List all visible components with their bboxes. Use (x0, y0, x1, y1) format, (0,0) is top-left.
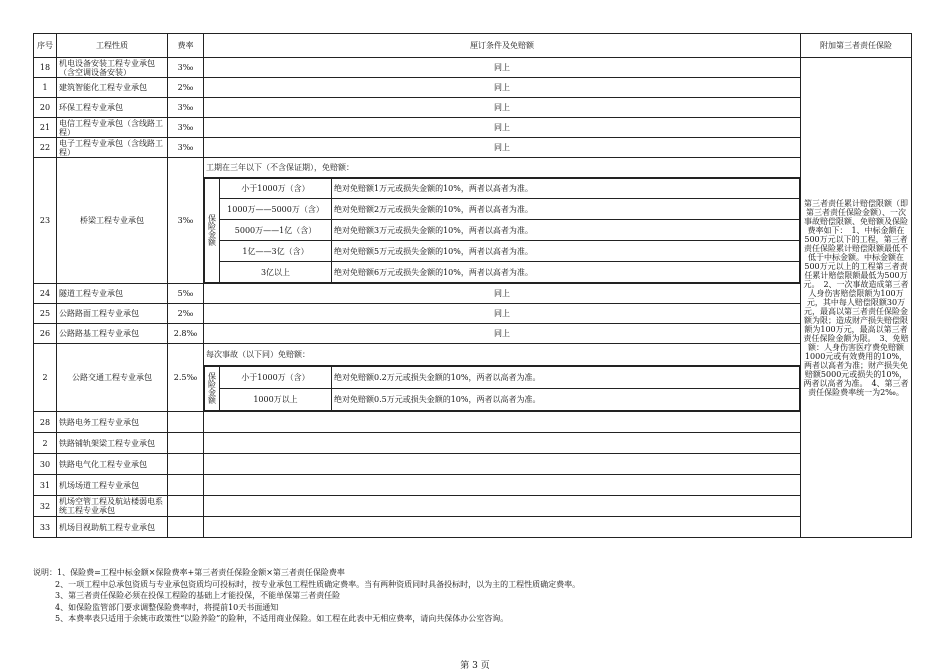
row-conditions (204, 475, 801, 496)
notes-section (33, 567, 913, 625)
row-nature: 铁路电气化工程专业承包 (57, 454, 168, 475)
row-nature: 环保工程专业承包 (57, 98, 168, 118)
row-rate: 5‰ (168, 284, 204, 304)
row-conditions: 同上 (204, 324, 801, 344)
note-line: 5、本费率表只适用于余姚市政策性“以险养险”的险种，不适用商业保险。如工程在此表中无相应费率，请向共保体办公室咨询。 (55, 614, 509, 623)
row-conditions: 同上 (204, 58, 801, 78)
row-rate (168, 412, 204, 433)
insured-amount-vertical-label: 保险金额 (205, 367, 220, 411)
row-seq: 1 (34, 78, 57, 98)
tier-deductible: 绝对免赔额6万元或损失金额的10%，两者以高者为准。 (332, 262, 800, 283)
tier-deductible: 绝对免赔额2万元或损失金额的10%，两者以高者为准。 (332, 199, 800, 220)
note-line: 3、第三者责任保险必须在投保工程险的基础上才能投保，不能单保第三者责任险 (55, 591, 341, 600)
third-party-insurance-text: 第三者责任累计赔偿限额（即第三者责任保险金额）、一次事故赔偿限额、免赔额及保险费率如下： 1、中标金额在500万元以下的工程，第三者责任保险累计赔偿限额最低不低于中标金额。中标金额在500万元以上的工程第三者责任累计赔偿限额最低为500万元。 2、一次事故造成第三者人身伤害赔偿限额为100万元，其中每人赔偿限额30万元，最高以第三者责任保险金额为限；造成财产损失赔偿限额为100万元，最高以第三者责任保险金额为限。 3、免赔额：人身伤害医疗费免赔额1000元或有效费用的10%，两者以高者为准；财产损失免赔额5000元或损失的10%，两者以高者为准。 4、第三者责任保险费率统一为2‰。 (801, 58, 912, 538)
row-nature: 铁路铺轨架梁工程专业承包 (57, 433, 168, 454)
row-seq: 2 (34, 344, 57, 412)
row-rate (168, 454, 204, 475)
traffic-row (34, 344, 912, 366)
table-row (34, 78, 912, 98)
row-conditions (204, 496, 801, 517)
header-conditions: 厘订条件及免赔额 (204, 34, 801, 58)
table-row (34, 98, 912, 118)
table-header-row (34, 34, 912, 58)
insured-amount-vertical-label: 保险金额 (205, 179, 220, 283)
header-seq: 序号 (34, 34, 57, 58)
row-seq: 24 (34, 284, 57, 304)
row-conditions: 同上 (204, 284, 801, 304)
note-line: 2、一项工程中总承包资质与专业承包资质均可投标时，按专业承包工程性质确定费率。当有两种资质同时具备投标时，以为主的工程性质确定费率。 (55, 579, 581, 589)
traffic-intro: 每次事故（以下同）免赔额： (204, 344, 801, 366)
traffic-tier-table (204, 366, 800, 411)
row-nature: 公路路基工程专业承包 (57, 324, 168, 344)
bridge-row (34, 158, 912, 178)
row-conditions (204, 433, 801, 454)
row-seq: 23 (34, 158, 57, 284)
row-nature: 电信工程专业承包（含线路工程） (57, 118, 168, 138)
row-nature: 桥梁工程专业承包 (57, 158, 168, 284)
rate-table-sheet (33, 33, 912, 538)
table-row (34, 433, 912, 454)
tier-deductible: 绝对免赔额0.5万元或损失金额的10%，两者以高者为准。 (332, 389, 800, 411)
row-seq: 32 (34, 496, 57, 517)
tier-amount: 1000万以上 (220, 389, 332, 411)
row-conditions: 同上 (204, 98, 801, 118)
row-nature: 建筑智能化工程专业承包 (57, 78, 168, 98)
table-row (34, 118, 912, 138)
row-rate: 2.5‰ (168, 344, 204, 412)
page-number: 第 3 页 (460, 661, 490, 671)
tier-deductible: 绝对免赔额0.2万元或损失金额的10%，两者以高者为准。 (332, 367, 800, 389)
table-row (34, 454, 912, 475)
row-seq: 2 (34, 433, 57, 454)
bridge-intro: 工期在三年以下（不含保证期），免赔额： (204, 158, 801, 178)
row-conditions: 同上 (204, 78, 801, 98)
row-rate (168, 517, 204, 538)
row-rate: 2.8‰ (168, 324, 204, 344)
tier-amount: 小于1000万（含） (220, 179, 332, 199)
tier-deductible: 绝对免赔额1万元或损失金额的10%，两者以高者为准。 (332, 179, 800, 199)
row-rate: 3‰ (168, 118, 204, 138)
row-seq: 31 (34, 475, 57, 496)
row-nature: 机场场道工程专业承包 (57, 475, 168, 496)
row-seq: 20 (34, 98, 57, 118)
note-line: 4、如保险监管部门要求调整保险费率时，将提前10天书面通知 (55, 602, 279, 612)
row-seq: 33 (34, 517, 57, 538)
row-rate (168, 475, 204, 496)
table-row (34, 324, 912, 344)
row-rate (168, 496, 204, 517)
note-line: 说明：1、保险费=工程中标金额×保险费率+第三者责任保险金额×第三者责任保险费率 (33, 568, 345, 577)
row-nature: 隧道工程专业承包 (57, 284, 168, 304)
header-rate: 费率 (168, 34, 204, 58)
row-conditions (204, 454, 801, 475)
row-conditions (204, 517, 801, 538)
bridge-tier-table (204, 178, 800, 283)
table-row (34, 58, 912, 78)
row-nature: 机场空管工程及航站楼弱电系统工程专业承包 (57, 496, 168, 517)
row-nature: 铁路电务工程专业承包 (57, 412, 168, 433)
tier-deductible: 绝对免赔额3万元或损失金额的10%，两者以高者为准。 (332, 220, 800, 241)
row-nature: 机电设备安装工程专业承包（含空调设备安装） (57, 58, 168, 78)
row-rate: 3‰ (168, 138, 204, 158)
table-row (34, 496, 912, 517)
row-conditions: 同上 (204, 304, 801, 324)
rate-table (33, 33, 912, 538)
table-row (34, 304, 912, 324)
row-rate: 2‰ (168, 78, 204, 98)
tier-amount: 1000万——5000万（含） (220, 199, 332, 220)
table-row (34, 517, 912, 538)
table-row (34, 138, 912, 158)
tier-amount: 5000万——1亿（含） (220, 220, 332, 241)
row-seq: 21 (34, 118, 57, 138)
row-seq: 22 (34, 138, 57, 158)
row-nature: 公路交通工程专业承包 (57, 344, 168, 412)
tier-amount: 3亿以上 (220, 262, 332, 283)
row-nature: 电子工程专业承包（含线路工程） (57, 138, 168, 158)
row-seq: 30 (34, 454, 57, 475)
tier-amount: 1亿——3亿（含） (220, 241, 332, 262)
row-seq: 28 (34, 412, 57, 433)
row-rate: 3‰ (168, 158, 204, 284)
tier-deductible: 绝对免赔额5万元或损失金额的10%，两者以高者为准。 (332, 241, 800, 262)
bridge-tier-cell (204, 178, 801, 284)
table-row (34, 412, 912, 433)
table-row (34, 475, 912, 496)
row-seq: 25 (34, 304, 57, 324)
row-seq: 26 (34, 324, 57, 344)
header-extra: 附加第三者责任保险 (801, 34, 912, 58)
row-conditions (204, 412, 801, 433)
tier-amount: 小于1000万（含） (220, 367, 332, 389)
row-nature: 公路路面工程专业承包 (57, 304, 168, 324)
table-row (34, 284, 912, 304)
traffic-tier-cell (204, 366, 801, 412)
row-conditions: 同上 (204, 118, 801, 138)
row-rate: 3‰ (168, 98, 204, 118)
header-nature: 工程性质 (57, 34, 168, 58)
row-seq: 18 (34, 58, 57, 78)
row-rate (168, 433, 204, 454)
row-rate: 2‰ (168, 304, 204, 324)
row-conditions: 同上 (204, 138, 801, 158)
row-nature: 机场目视助航工程专业承包 (57, 517, 168, 538)
row-rate: 3‰ (168, 58, 204, 78)
